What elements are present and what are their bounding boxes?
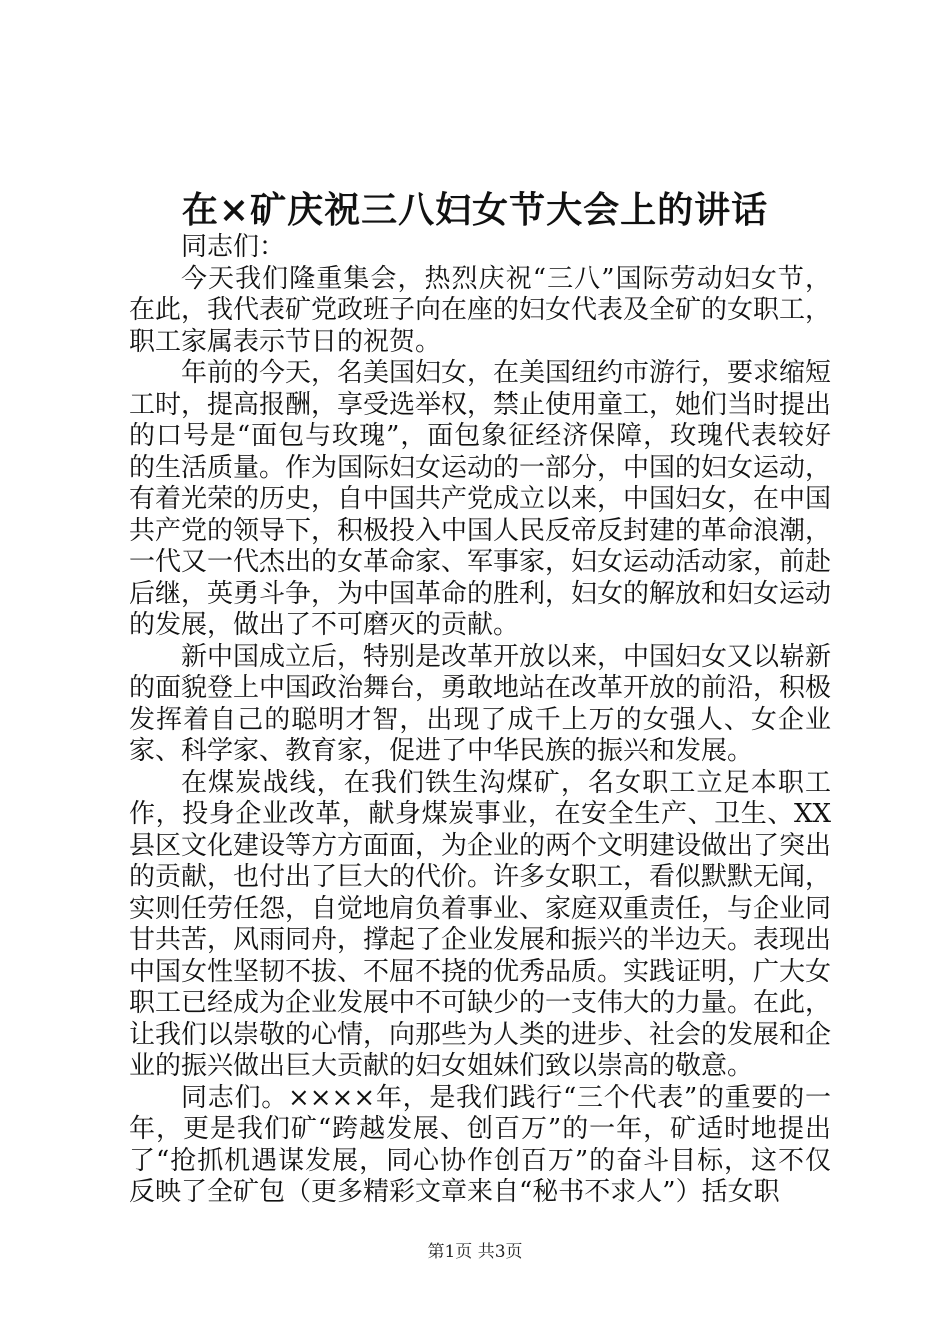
paragraph-greeting: 同志们：	[181, 232, 286, 262]
page-number: 第1页 共3页	[427, 1242, 523, 1262]
paragraph-celebration: 今天我们隆重集会，热烈庆祝“三八”国际劳动妇女节，在此，我代表矿党政班子向在座的妇女代表及全矿的女职工，职工家属表示节日的祝贺。	[129, 263, 832, 357]
document-title: 在×矿庆祝三八妇女节大会上的讲话	[181, 189, 769, 231]
paragraph-new-china: 新中国成立后，特别是改革开放以来，中国妇女又以崭新的面貌登上中国政治舞台，勇敢地站在改革开放的前沿，积极发挥着自己的聪明才智，出现了成千上万的女强人、女企业家、科学家、教育家，促进了中华民族的振兴和发展。	[129, 641, 832, 766]
document-body	[129, 232, 831, 1209]
paragraph-coal-front: 在煤炭战线，在我们铁生沟煤矿，名女职工立足本职工作，投身企业改革，献身煤炭事业，在安全生产、卫生、XX县区文化建设等方方面面，为企业的两个文明建设做出了突出的贡献，也付出了巨大的代价。许多女职工，看似默默无闻，实则任劳任怨，自觉地肩负着事业、家庭双重责任，与企业同甘共苦，风雨同舟，撑起了企业发展和振兴的半边天。表现出中国女性坚韧不拔、不屈不挠的优秀品质。实践证明，广大女职工已经成为企业发展中不可缺少的一支伟大的力量。在此，让我们以崇敬的心情，向那些为人类的进步、社会的发展和企业的振兴做出巨大贡献的妇女姐妹们致以崇高的敬意。	[129, 767, 832, 1081]
paragraph-goals: 同志们。××××年，是我们践行“三个代表”的重要的一年，更是我们矿“跨越发展、创百万”的一年，矿适时地提出了“抢抓机遇谋发展，同心协作创百万”的奋斗目标，这不仅反映了全矿包（更多精彩文章来自“秘书不求人”）括女职	[129, 1082, 831, 1207]
paragraph-history: 年前的今天，名美国妇女，在美国纽约市游行，要求缩短工时，提高报酬，享受选举权，禁止使用童工，她们当时提出的口号是“面包与玫瑰”，面包象征经济保障，玫瑰代表较好的生活质量。作为国际妇女运动的一部分，中国的妇女运动，有着光荣的历史，自中国共产党成立以来，中国妇女，在中国共产党的领导下，积极投入中国人民反帝反封建的革命浪潮，一代又一代杰出的女革命家、军事家，妇女运动活动家，前赴后继，英勇斗争，为中国革命的胜利，妇女的解放和妇女运动的发展，做出了不可磨灭的贡献。	[129, 358, 832, 640]
